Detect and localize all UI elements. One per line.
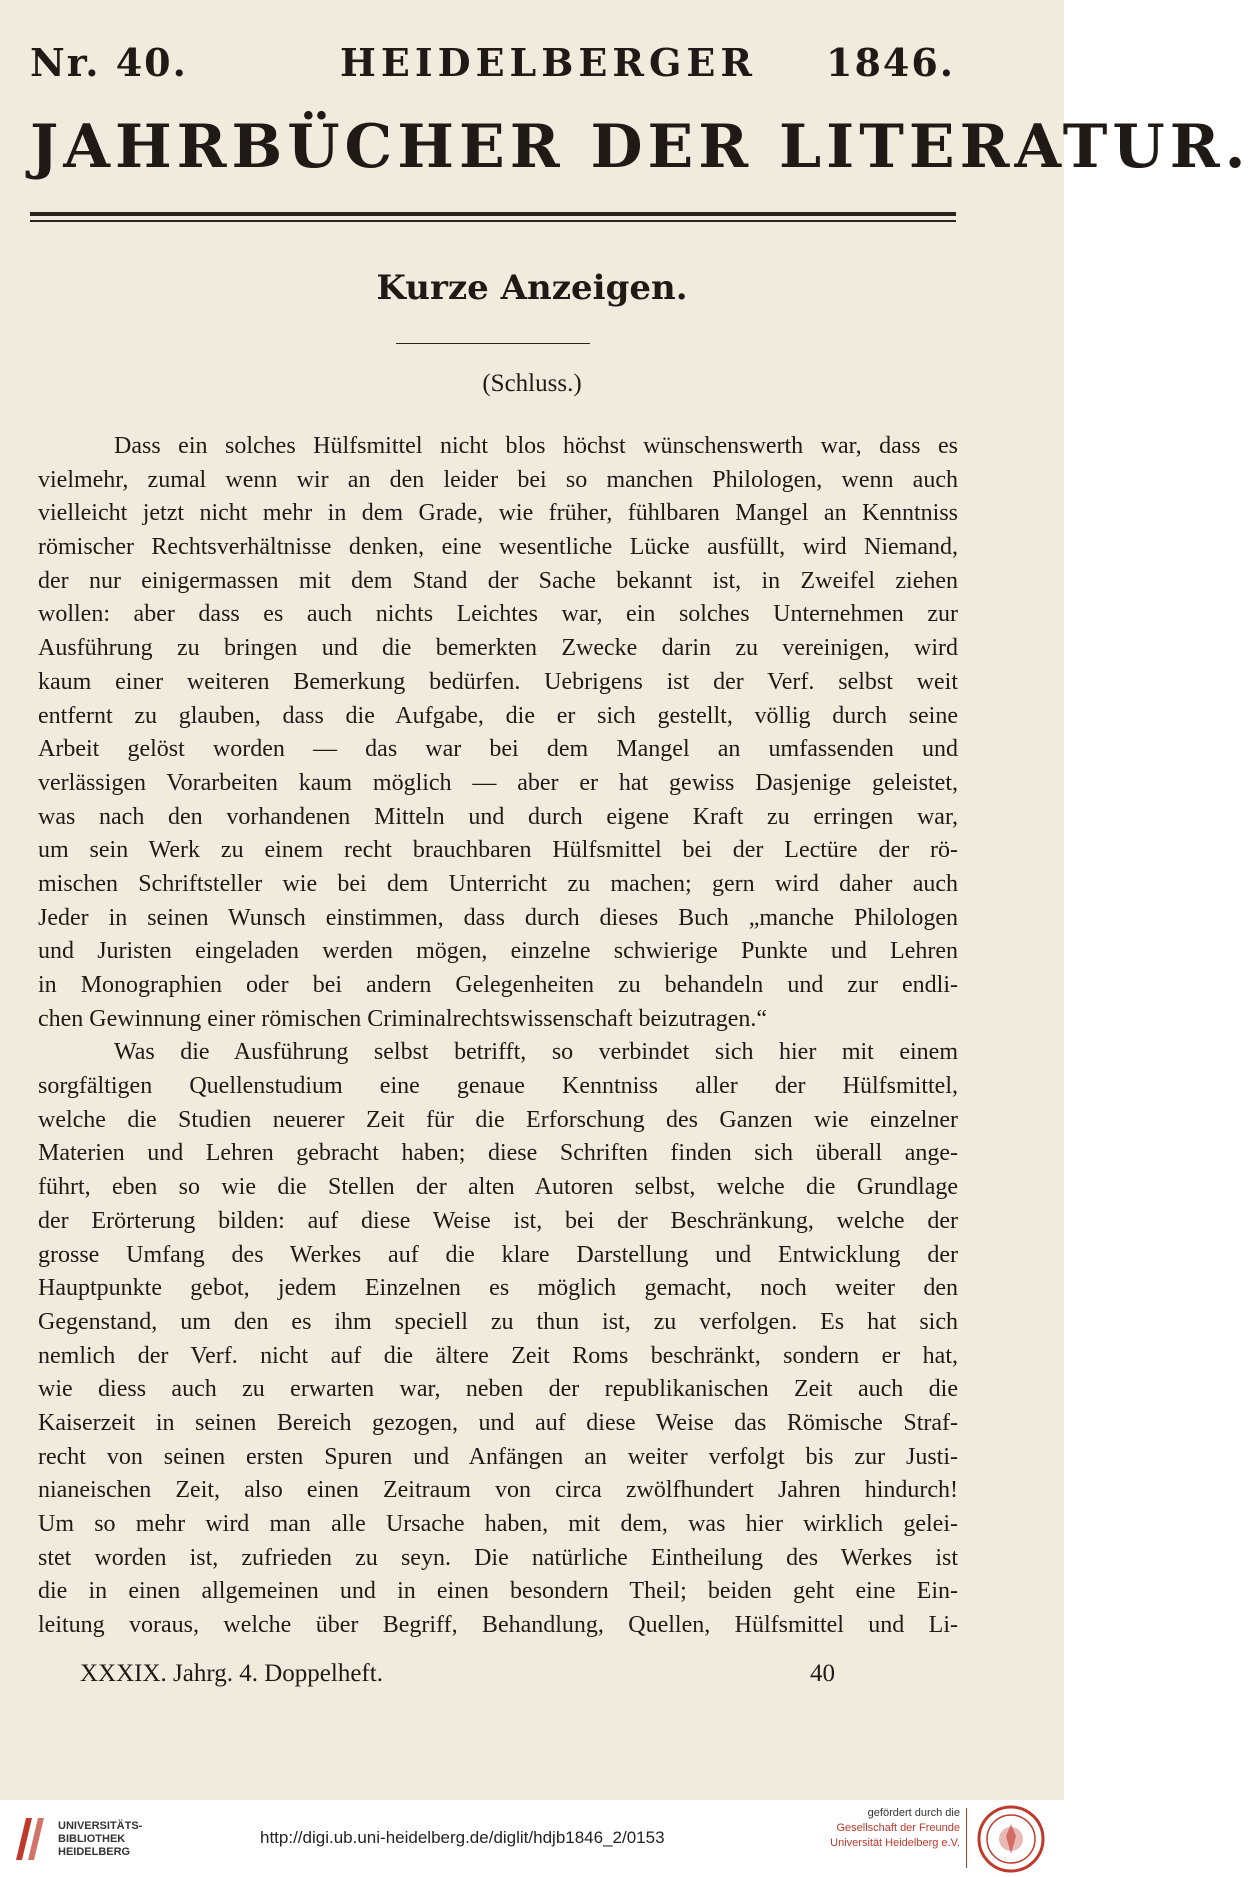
text-line: der Erörterung bilden: auf diese Weise ist, bei der Beschränkung, welche der (38, 1207, 958, 1234)
banner-divider (966, 1808, 967, 1868)
text-line: nemlich der Verf. nicht auf die ältere Zeit Roms beschränkt, sondern er hat, (38, 1342, 958, 1369)
text-line: Materien und Lehren gebracht haben; diese Schriften finden sich überall ange- (38, 1140, 958, 1167)
publisher-name: HEIDELBERGER (340, 40, 757, 85)
text-line: kaum einer weiteren Bemerkung bedürfen. Uebrigens ist der Verf. selbst weit (38, 668, 958, 695)
section-title: Kurze Anzeigen. (376, 268, 688, 308)
text-line: sorgfältigen Quellenstudium eine genaue Kenntniss aller der Hülfsmittel, (38, 1073, 958, 1100)
masthead-rule-thick (30, 212, 956, 216)
text-line: grosse Umfang des Werkes auf die klare Darstellung und Entwicklung der (38, 1241, 958, 1268)
text-line: wollen: aber dass es auch nichts Leichtes war, ein solches Unternehmen zur (38, 601, 958, 628)
masthead-row (30, 40, 955, 90)
text-line: recht von seinen ersten Spuren und Anfängen an weiter verfolgt bis zur Justi- (38, 1443, 958, 1470)
journal-title: JAHRBÜCHER DER LITERATUR. (30, 112, 1250, 182)
text-line: wie diess auch zu erwarten war, neben der republikanischen Zeit auch die (38, 1376, 958, 1403)
sponsor-line: gefördert durch die (867, 1807, 960, 1819)
text-line: Dass ein solches Hülfsmittel nicht blos höchst wünschenswerth war, dass es (114, 433, 958, 459)
text-line: der nur einigermassen mit dem Stand der Sache bekannt ist, in Zweifel ziehen (38, 567, 958, 594)
library-name-line: UNIVERSITÄTS- (58, 1820, 143, 1832)
text-line: chen Gewinnung einer römischen Criminalrechtswissenschaft beizutragen.“ (38, 1005, 768, 1032)
text-line: Ausführung zu bringen und die bemerkten Zwecke darin zu vereinigen, wird (38, 635, 958, 662)
text-line: führt, eben so wie die Stellen der alten Autoren selbst, welche die Grundlage (38, 1174, 958, 1201)
library-banner (0, 1800, 1064, 1877)
text-line: nianeischen Zeit, also einen Zeitraum von circa zwölfhundert Jahren hindurch! (38, 1477, 958, 1504)
library-logo-icon (10, 1810, 50, 1865)
text-line: Hauptpunkte gebot, jedem Einzelnen es möglich gemacht, noch weiter den (38, 1275, 958, 1302)
text-line: vielmehr, zumal wenn wir an den leider bei so manchen Philologen, wenn auch (38, 466, 958, 493)
sponsor-credit[interactable] (800, 1806, 960, 1851)
text-line: leitung voraus, welche über Begriff, Behandlung, Quellen, Hülfsmittel und Li- (38, 1612, 958, 1639)
article-body (38, 430, 958, 1643)
text-line: Gegenstand, um den es ihm speciell zu thun ist, zu verfolgen. Es hat sich (38, 1308, 958, 1335)
sponsor-line: Gesellschaft der Freunde (836, 1822, 960, 1834)
sheet-signature: XXXIX. Jahrg. 4. Doppelheft. (80, 1660, 383, 1687)
text-line: Um so mehr wird man alle Ursache haben, mit dem, was hier wirklich gelei- (38, 1511, 958, 1537)
university-seal-icon (976, 1804, 1046, 1874)
text-line: römischer Rechtsverhältnisse denken, eine wesentliche Lücke ausfüllt, wird Niemand, (38, 534, 958, 561)
sponsor-line: Universität Heidelberg e.V. (830, 1837, 960, 1849)
text-line: vielleicht jetzt nicht mehr in dem Grade, wie früher, fühlbaren Mangel an Kenntniss (38, 500, 958, 527)
library-name-line: HEIDELBERG (58, 1846, 131, 1858)
issue-number: Nr. 40. (30, 40, 188, 85)
text-line: verlässigen Vorarbeiten kaum möglich — aber er hat gewiss Dasjenige geleistet, (38, 769, 958, 796)
text-line: und Juristen eingeladen werden mögen, einzelne schwierige Punkte und Lehren (38, 938, 958, 965)
text-line: die in einen allgemeinen und in einen besondern Theil; beiden geht eine Ein- (38, 1578, 958, 1605)
library-name-line: BIBLIOTHEK (58, 1833, 126, 1845)
text-line: stet worden ist, zufrieden zu seyn. Die natürliche Eintheilung des Werkes ist (38, 1544, 958, 1571)
text-line: um sein Werk zu einem recht brauchbaren Hülfsmittel bei der Lectüre der rö- (38, 837, 958, 864)
text-line: Jeder in seinen Wunsch einstimmen, dass durch dieses Buch „manche Philologen (38, 904, 958, 931)
section-divider (396, 343, 590, 344)
issue-year: 1846. (826, 40, 955, 85)
text-line: entfernt zu glauben, dass die Aufgabe, die er sich gestellt, völlig durch seine (38, 702, 958, 729)
library-name[interactable] (58, 1820, 208, 1859)
text-line: welche die Studien neuerer Zeit für die Erforschung des Ganzen wie einzelner (38, 1106, 958, 1133)
text-line: Kaiserzeit in seinen Bereich gezogen, und auf diese Weise das Römische Straf- (38, 1409, 958, 1436)
text-line: was nach den vorhandenen Mitteln und durch eigene Kraft zu erringen war, (38, 803, 958, 830)
text-line: Arbeit gelöst worden — das war bei dem Mangel an umfassenden und (38, 736, 958, 763)
text-line: in Monographien oder bei andern Gelegenheiten zu behandeln und zur endli- (38, 972, 958, 998)
text-line: Was die Ausführung selbst betrifft, so verbindet sich hier mit einem (114, 1039, 958, 1066)
section-subtitle: (Schluss.) (482, 370, 582, 397)
masthead-rule-thin (30, 220, 956, 222)
text-line: mischen Schriftsteller wie bei dem Unterricht zu machen; gern wird daher auch (38, 870, 958, 897)
sheet-number: 40 (810, 1660, 835, 1687)
permalink-url[interactable]: http://digi.ub.uni-heidelberg.de/diglit/hdjb1846_2/0153 (260, 1828, 665, 1847)
